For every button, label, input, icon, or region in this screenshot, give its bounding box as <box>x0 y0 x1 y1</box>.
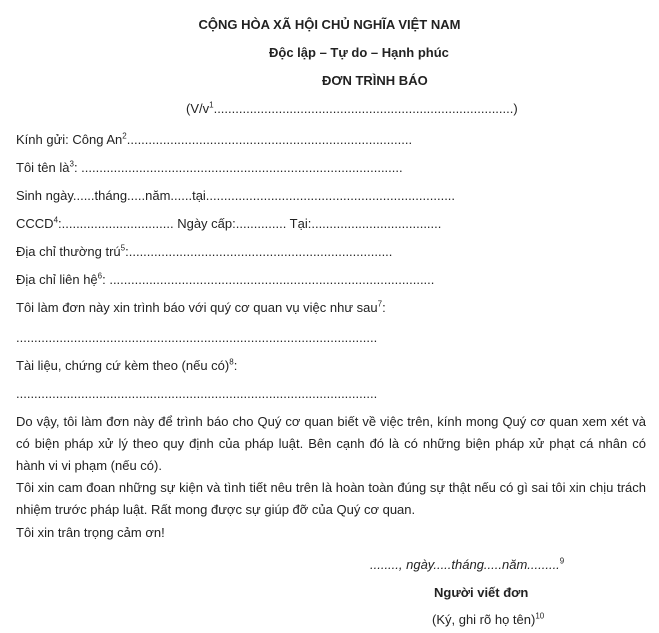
evidence-label-line <box>16 357 237 375</box>
permanent-address-line <box>16 243 392 261</box>
report-footnote: 7 <box>377 299 383 309</box>
report-fill-line: .................................................................................................... <box>16 330 378 345</box>
subject-open: (V/v <box>186 101 210 116</box>
id-footnote: 4 <box>53 215 59 225</box>
contact-address-line <box>16 271 434 289</box>
evidence-colon: : <box>233 358 238 373</box>
birth-line: Sinh ngày......tháng.....năm......tại..................................................................... <box>16 188 456 203</box>
signer-title: Người viết đơn <box>434 585 529 600</box>
recipient-dots: ............................................................................... <box>126 132 413 147</box>
permanent-address-dots: :......................................................................... <box>125 244 393 259</box>
name-dots: : ......................................................................................... <box>73 160 403 175</box>
name-line <box>16 159 403 177</box>
permanent-address-label: Địa chỉ thường trú <box>16 244 121 259</box>
report-colon: : <box>382 300 386 315</box>
date-footnote: 9 <box>559 556 565 566</box>
evidence-fill-line: .................................................................................................... <box>16 386 378 401</box>
report-label: Tôi làm đơn này xin trình báo với quý cơ quan vụ việc như sau <box>16 300 378 315</box>
thanks-paragraph: Tôi xin trân trọng cảm ơn! <box>16 525 165 540</box>
recipient-footnote: 2 <box>122 131 127 141</box>
sign-footnote: 10 <box>535 611 545 621</box>
name-footnote: 3 <box>69 159 74 169</box>
subject-footnote: 1 <box>209 100 214 110</box>
contact-address-label: Địa chỉ liên hệ <box>16 272 98 287</box>
contact-address-footnote: 6 <box>97 271 103 281</box>
national-motto: Độc lập – Tự do – Hạnh phúc <box>269 45 449 60</box>
id-dots: :............................... Ngày cấp:.............. Tại:.................................... <box>58 216 442 231</box>
sign-instruction <box>432 611 544 629</box>
date-line <box>370 556 564 574</box>
request-paragraph: Do vậy, tôi làm đơn này để trình báo cho Quý cơ quan biết về việc trên, kính mong Quý cơ quan xem xét và có biện pháp xử lý theo quy định của pháp luật. Bên cạnh đó là có những biện pháp xử phạt cá nhân có hành vi vi phạm (nếu có). <box>16 414 646 473</box>
national-title: CỘNG HÒA XÃ HỘI CHỦ NGHĨA VIỆT NAM <box>198 17 461 32</box>
subject-dots: ...................................................................................) <box>213 101 518 116</box>
subject-line <box>186 100 518 118</box>
contact-address-dots: : .......................................................................................... <box>102 272 435 287</box>
recipient-line <box>16 131 412 149</box>
evidence-label: Tài liệu, chứng cứ kèm theo (nếu có) <box>16 358 230 373</box>
date-text: ........, ngày.....tháng.....năm......... <box>370 557 560 572</box>
permanent-address-footnote: 5 <box>120 243 126 253</box>
document-title: ĐƠN TRÌNH BÁO <box>322 73 428 88</box>
sign-note: (Ký, ghi rõ họ tên) <box>432 612 536 627</box>
name-label: Tôi tên là <box>16 160 70 175</box>
id-label: CCCD <box>16 216 54 231</box>
recipient-label: Kính gửi: Công An <box>16 132 123 147</box>
commitment-paragraph: Tôi xin cam đoan những sự kiện và tình tiết nêu trên là hoàn toàn đúng sự thật nếu có gì sai tôi xin chịu trách nhiệm trước pháp luật. Rất mong được sự giúp đỡ của Quý cơ quan. <box>16 480 646 517</box>
id-line <box>16 215 441 233</box>
evidence-footnote: 8 <box>229 357 234 367</box>
report-label-line <box>16 299 386 317</box>
